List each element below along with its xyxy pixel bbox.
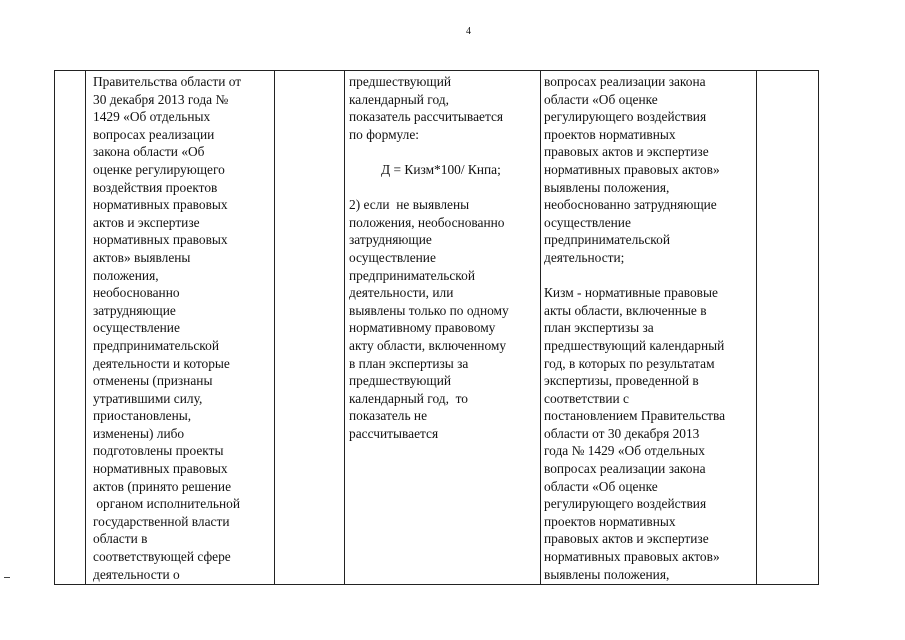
text-line: положения, необоснованно [349,214,505,230]
scan-edge-mark [4,577,10,578]
text-line: актов (принято решение [93,478,232,494]
text-line: предпринимательской [93,337,219,353]
text-line: нормативных правовых [93,461,228,477]
text-line: затрудняющие [93,302,176,318]
text-line: осуществление [544,214,631,230]
text-line: года № 1429 «Об отдельных [544,443,705,459]
text-line: предпринимательской [544,232,670,248]
text-line: положения, [93,267,159,283]
text-line: подготовлены проекты [93,443,224,459]
text-line: деятельности; [544,249,625,265]
text-line: показатель рассчитывается [349,109,504,125]
text-line: постановлением Правительства [544,408,726,424]
text-line: по формуле: [349,126,419,142]
text-line: план экспертизы за [544,320,654,336]
text-line: изменены) либо [93,425,185,441]
text-line: вопросах реализации закона [544,74,706,89]
text-line: осуществление [93,320,180,336]
text-line: в план экспертизы за [349,355,469,371]
text-line: рассчитывается [349,425,439,441]
table-cell-col2 [93,73,241,583]
text-line: деятельности и которые [93,355,230,371]
text-line: нормативному правовому [349,320,496,336]
text-line: осуществление [349,249,436,265]
text-line: приостановлены, [93,408,192,424]
text-line: вопросах реализации закона [544,461,706,477]
text-line: год, в которых по результатам [544,355,715,371]
text-line: утратившими силу, [93,390,203,406]
text-line: выявлены положения, [544,566,670,582]
text-line: органом исполнительной [93,496,241,512]
document-table [54,70,819,585]
text-line: календарный год, то [349,390,468,406]
text-line: вопросах реализации [93,126,215,142]
table-cell-col5 [544,73,725,583]
text-line [544,267,725,285]
text-line: календарный год, [349,91,449,107]
text-line: правовых актов и экспертизе [544,144,709,160]
text-line: нормативных правовых [93,197,228,213]
text-line: актов» выявлены [93,249,191,265]
text-line: закона области «Об [93,144,205,160]
text-line: предшествующий [349,74,452,89]
text-line: выявлены положения, [544,179,670,195]
text-line: Правительства области от [93,74,242,89]
text-line: регулирующего воздействия [544,496,707,512]
text-line [349,143,509,161]
text-line: соответствии с [544,390,629,406]
text-line: предшествующий календарный [544,337,725,353]
text-line: нормативных правовых актов» [544,549,720,565]
text-line: Д = Кизм*100/ Кнпа; [381,161,501,177]
text-line: 30 декабря 2013 года № [93,91,229,107]
text-line: проектов нормативных [544,126,676,142]
page-number: 4 [466,26,471,37]
text-line: области «Об оценке [544,478,658,494]
text-line: оценке регулирующего [93,161,225,177]
text-line: правовых актов и экспертизе [544,531,709,547]
text-line: предпринимательской [349,267,475,283]
text-line: актов и экспертизе [93,214,200,230]
text-line: необоснованно [93,285,180,301]
text-line: государственной власти [93,513,230,529]
text-line: области в [93,531,148,547]
text-line: акту области, включенному [349,337,507,353]
text-line: области от 30 декабря 2013 [544,425,700,441]
text-line: области «Об оценке [544,91,658,107]
text-line: выявлены только по одному [349,302,509,318]
text-line: отменены (признаны [93,373,213,389]
text-line: затрудняющие [349,232,432,248]
text-line: акты области, включенные в [544,302,707,318]
table-cell-col4 [349,73,509,442]
text-line: соответствующей сфере [93,549,231,565]
text-line: деятельности о [93,566,180,582]
text-line: предшествующий [349,373,452,389]
text-line: воздействия проектов [93,179,218,195]
text-line: деятельности, или [349,285,454,301]
text-line: 1429 «Об отдельных [93,109,211,125]
text-line: проектов нормативных [544,513,676,529]
column-divider [274,71,275,584]
text-line: показатель не [349,408,428,424]
text-line: экспертизы, проведенной в [544,373,699,389]
column-divider [344,71,345,584]
text-line: 2) если не выявлены [349,197,470,213]
text-line [349,179,509,197]
text-line: Кизм - нормативные правовые [544,285,718,301]
text-line: нормативных правовых актов» [544,161,720,177]
text-line: регулирующего воздействия [544,109,707,125]
text-line: необоснованно затрудняющие [544,197,717,213]
column-divider [540,71,541,584]
text-line: нормативных правовых [93,232,228,248]
column-divider [756,71,757,584]
column-divider [85,71,86,584]
